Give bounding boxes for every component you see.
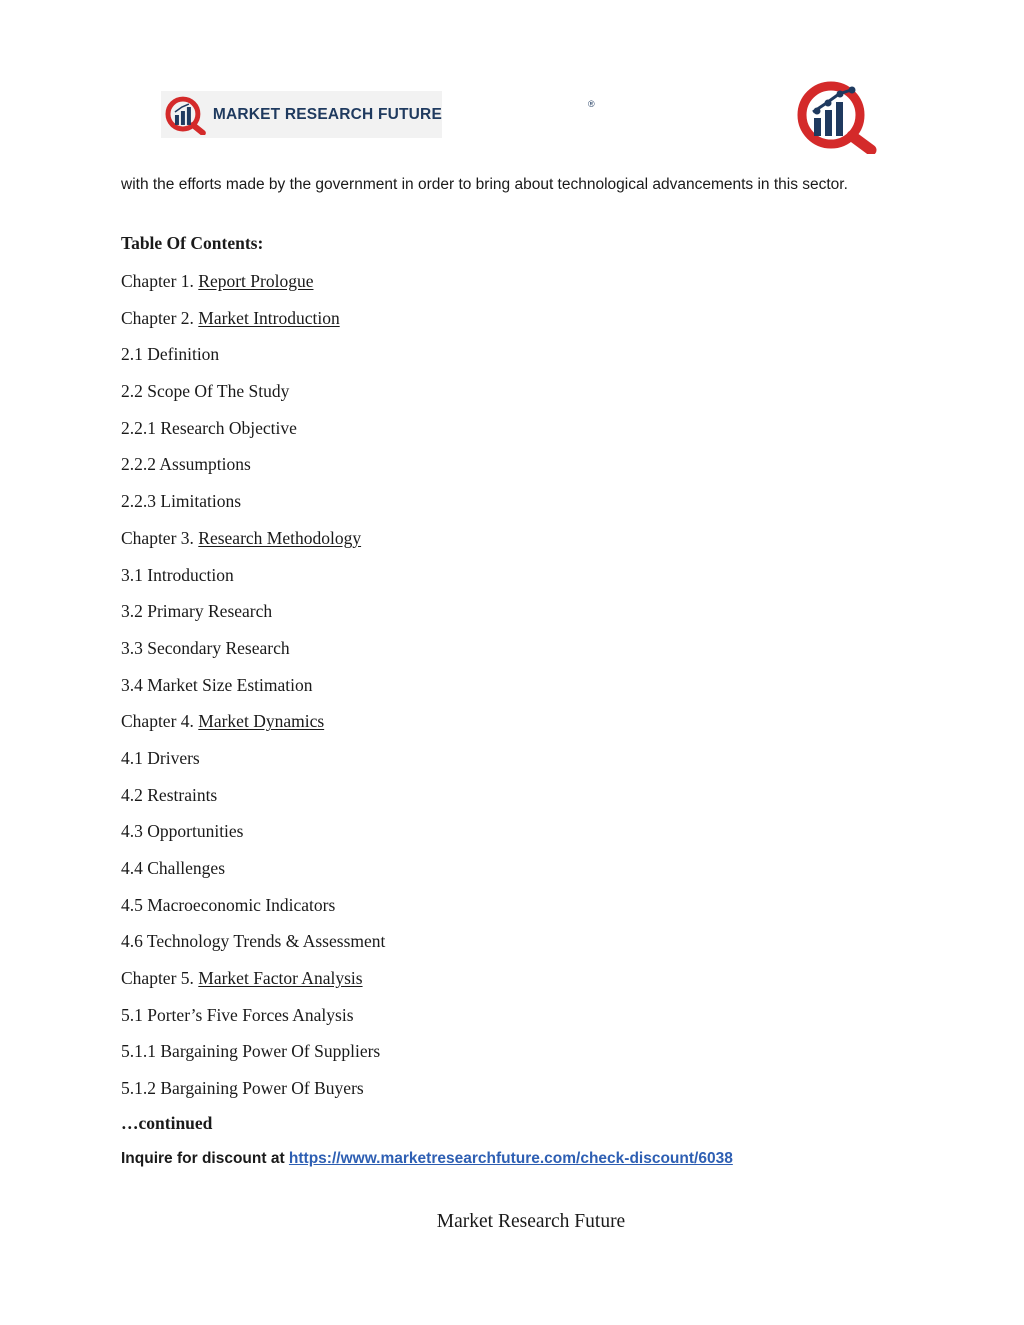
toc-item-text: 3.2 Primary Research	[121, 601, 273, 622]
toc-item	[121, 489, 385, 526]
toc-item-text: 4.1 Drivers	[121, 747, 200, 768]
toc-item	[121, 819, 385, 856]
toc-item-text: Chapter 3.	[121, 527, 199, 548]
toc-list	[121, 269, 385, 1113]
brand-logo	[161, 91, 595, 138]
toc-chapter-link[interactable]: Market Factor Analysis	[198, 968, 363, 989]
toc-item	[121, 1003, 385, 1040]
toc-item-text: 5.1.1 Bargaining Power Of Suppliers	[121, 1041, 381, 1062]
toc-item-text: Chapter 1.	[121, 271, 199, 291]
toc-item-text: 2.2 Scope Of The Study	[121, 381, 290, 402]
toc-item-text: 2.2.2 Assumptions	[121, 454, 251, 475]
toc-chapter-link[interactable]: Research Methodology	[198, 527, 362, 548]
toc-item	[121, 783, 385, 820]
toc-item	[121, 893, 385, 930]
discount-link[interactable]: https://www.marketresearchfuture.com/check-discount/6038	[288, 1150, 733, 1167]
toc-item	[121, 563, 385, 600]
toc-item	[121, 416, 385, 453]
brand-name: MARKET RESEARCH FUTURE	[212, 105, 442, 123]
toc-item[interactable]	[121, 966, 385, 1003]
toc-chapter-link[interactable]: Market Dynamics	[198, 711, 325, 732]
toc-item[interactable]	[121, 269, 385, 306]
brand-mark-icon	[797, 80, 883, 154]
toc-item-text: 3.4 Market Size Estimation	[121, 674, 313, 695]
toc-item	[121, 636, 385, 673]
toc-item-text: 4.6 Technology Trends & Assessment	[121, 931, 386, 952]
page-footer: Market Research Future	[436, 1211, 626, 1232]
magnifier-chart-icon	[165, 95, 209, 135]
toc-item	[121, 1039, 385, 1076]
toc-item	[121, 1076, 385, 1113]
toc-item-text: 2.2.3 Limitations	[121, 491, 242, 512]
toc-item	[121, 452, 385, 489]
toc-item-text: Chapter 5.	[121, 968, 199, 989]
toc-item-text: 3.1 Introduction	[121, 564, 234, 585]
toc-item-text: 2.2.1 Research Objective	[121, 417, 297, 438]
toc-chapter-link[interactable]: Report Prologue	[198, 271, 314, 291]
intro-paragraph: with the efforts made by the government in order to bring about technological advancements in this sector.	[121, 176, 848, 193]
continued-label: …continued	[121, 1113, 213, 1133]
toc-title: Table Of Contents:	[121, 233, 264, 253]
toc-item-text: 5.1 Porter’s Five Forces Analysis	[121, 1004, 354, 1025]
toc-chapter-link[interactable]: Market Introduction	[198, 307, 340, 328]
toc-item-text: 4.5 Macroeconomic Indicators	[121, 894, 336, 915]
toc-item[interactable]	[121, 306, 385, 343]
toc-item	[121, 673, 385, 710]
toc-item-text: Chapter 2.	[121, 307, 199, 328]
toc-item	[121, 599, 385, 636]
toc-item	[121, 342, 385, 379]
toc-item-text: 5.1.2 Bargaining Power Of Buyers	[121, 1078, 364, 1099]
toc-item	[121, 929, 385, 966]
toc-item-text: 2.1 Definition	[121, 344, 220, 365]
toc-item-text: Chapter 4.	[121, 711, 199, 732]
toc-item	[121, 856, 385, 893]
toc-item	[121, 379, 385, 416]
inquire-label: Inquire for discount at	[121, 1150, 289, 1167]
toc-item-text: 4.2 Restraints	[121, 784, 218, 805]
toc-item[interactable]	[121, 526, 385, 563]
toc-item-text: 4.4 Challenges	[121, 858, 226, 878]
registered-mark: ®	[588, 99, 595, 109]
inquire-line	[121, 1150, 733, 1168]
toc-item	[121, 746, 385, 783]
toc-item-text: 4.3 Opportunities	[121, 821, 244, 842]
toc-item-text: 3.3 Secondary Research	[121, 637, 290, 658]
toc-item[interactable]	[121, 709, 385, 746]
